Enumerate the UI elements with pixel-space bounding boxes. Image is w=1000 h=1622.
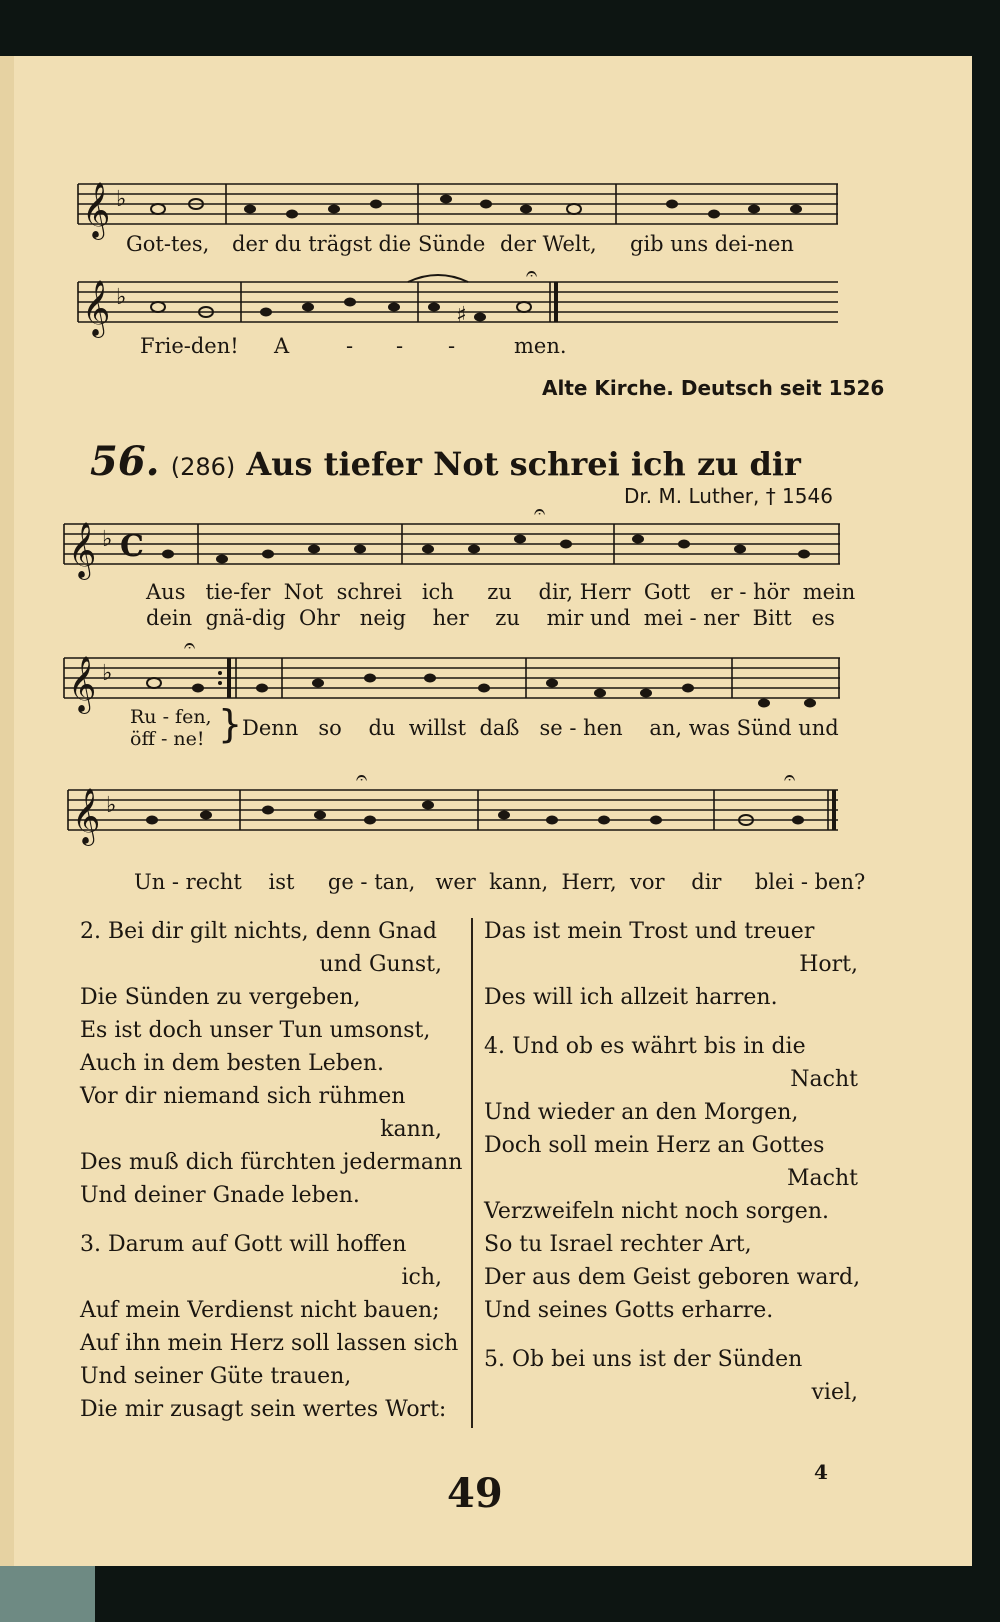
svg-text:𝄐: 𝄐 [356,765,368,789]
verse-line: Des will ich allzeit harren. [484,985,778,1010]
svg-text:𝄐: 𝄐 [526,261,538,285]
staff-notation-2 [78,261,838,338]
verse-line: viel, [811,1380,858,1405]
stanza-gap [80,1212,442,1228]
music-staff-2 [78,261,838,338]
stanza-gap [484,1014,858,1030]
verse-line: 3. Darum auf Gott will hoffen [80,1232,407,1257]
hymn-line1-verse2: dein gnä-dig Ohr neig her zu mir und mei - ner Bitt es [146,606,835,630]
music-staff-3 [64,499,840,580]
book-spine [0,1566,95,1622]
page-number: 49 [447,1470,503,1517]
svg-text:𝄞: 𝄞 [82,182,111,238]
verse-line: Doch soll mein Herz an Gottes [484,1133,825,1158]
staff2-lyric-6: men. [514,334,567,358]
verse-line: Das ist mein Trost und treuer [484,919,815,944]
hymn-title: Aus tiefer Not schrei ich zu dir [246,445,801,483]
staff2-lyric-2: A [274,334,290,358]
hymn-number: 56. [90,438,160,485]
staff2-lyric-3: - [346,334,354,358]
verse-line: Es ist doch unser Tun umsonst, [80,1018,431,1043]
svg-text:𝄞: 𝄞 [68,656,97,712]
staff2-lyric-1: Frie-den! [140,334,239,358]
svg-text:♯: ♯ [456,303,467,328]
verse-line: Auch in dem besten Leben. [80,1051,385,1076]
verse-line: So tu Israel rechter Art, [484,1232,752,1257]
page-edge [0,56,14,1566]
verse-line: Und deiner Gnade leben. [80,1183,360,1208]
verse-line: Hort, [799,952,858,977]
printer-signature: 4 [814,1460,828,1484]
staff-notation-4 [64,633,840,714]
svg-text:𝄞: 𝄞 [72,788,101,844]
stanza-gap [484,1327,858,1343]
hymn-line2-alt-a: Ru - fen, [130,706,212,728]
svg-text:𝄞: 𝄞 [68,522,97,578]
verse-line: 2. Bei dir gilt nichts, denn Gnad [80,919,438,944]
staff1-lyric-2: der du trägst die [232,232,412,256]
svg-text:♭: ♭ [102,527,113,552]
svg-text:♭: ♭ [106,793,117,818]
hymn-line2: Denn so du willst daß se - hen an, was Sünd und [242,716,839,740]
staff1-lyric-3: Sünde [418,232,486,256]
verse-column-right [484,915,861,1409]
svg-text:♭: ♭ [102,661,113,686]
verse-line: Auf mein Verdienst nicht bauen; [80,1298,440,1323]
verse-line: Und wieder an den Morgen, [484,1100,799,1125]
hymn-source-attribution: Alte Kirche. Deutsch seit 1526 [542,376,885,400]
staff-notation-5 [68,765,838,846]
column-divider [471,918,473,1428]
verse-line: kann, [380,1117,442,1142]
verse-line: Die Sünden zu vergeben, [80,985,361,1010]
verse-line: Der aus dem Geist geboren ward, [484,1265,861,1290]
verse-line: und Gunst, [319,952,442,977]
svg-text:𝄞: 𝄞 [82,280,111,336]
staff1-lyric-4: der Welt, [500,232,597,256]
svg-text:𝄐: 𝄐 [184,633,196,657]
hymn-reference: (286) [170,453,236,481]
verse-line: ich, [401,1265,442,1290]
svg-text:C: C [120,529,144,564]
svg-text:𝄐: 𝄐 [534,499,546,523]
staff1-lyric-5: gib uns dei-nen [630,232,794,256]
hymn-line2-alt-b: öff - ne! [130,728,205,750]
hymn-author: Dr. M. Luther, † 1546 [624,484,833,508]
verse-line: Die mir zusagt sein wertes Wort: [80,1397,447,1422]
verse-line: Des muß dich fürchten jedermann [80,1150,463,1175]
verse-line: Verzweifeln nicht noch sorgen. [484,1199,829,1224]
staff-notation-1 [78,180,838,240]
music-staff-5 [68,765,838,846]
staff2-lyric-4: - [396,334,404,358]
svg-text:♭: ♭ [116,187,127,212]
svg-text:♭: ♭ [116,285,127,310]
alternate-ending-brace: } [218,702,243,746]
verse-line: Nacht [790,1067,858,1092]
hymn-line3: Un - recht ist ge - tan, wer kann, Herr, vor dir blei - ben? [134,870,866,894]
verse-line: Auf ihn mein Herz soll lassen sich [80,1331,459,1356]
verse-line: Macht [787,1166,858,1191]
svg-text:𝄐: 𝄐 [784,765,796,789]
verse-line: Und seines Gotts erharre. [484,1298,774,1323]
hymn-line1-verse1: Aus tie-fer Not schrei ich zu dir, Herr Gott er - hör mein [146,580,856,604]
staff-notation-3 [64,499,840,580]
verse-column-left [80,915,463,1426]
verse-line: 4. Und ob es währt bis in die [484,1034,806,1059]
verse-line: Vor dir niemand sich rühmen [80,1084,406,1109]
verse-line: 5. Ob bei uns ist der Sünden [484,1347,803,1372]
hymn-heading [90,438,801,485]
staff2-lyric-5: - [448,334,456,358]
verse-line: Und seiner Güte trauen, [80,1364,352,1389]
staff1-lyric-1: Got-tes, [126,232,210,256]
music-staff-4 [64,633,840,714]
music-staff-1 [78,180,838,240]
